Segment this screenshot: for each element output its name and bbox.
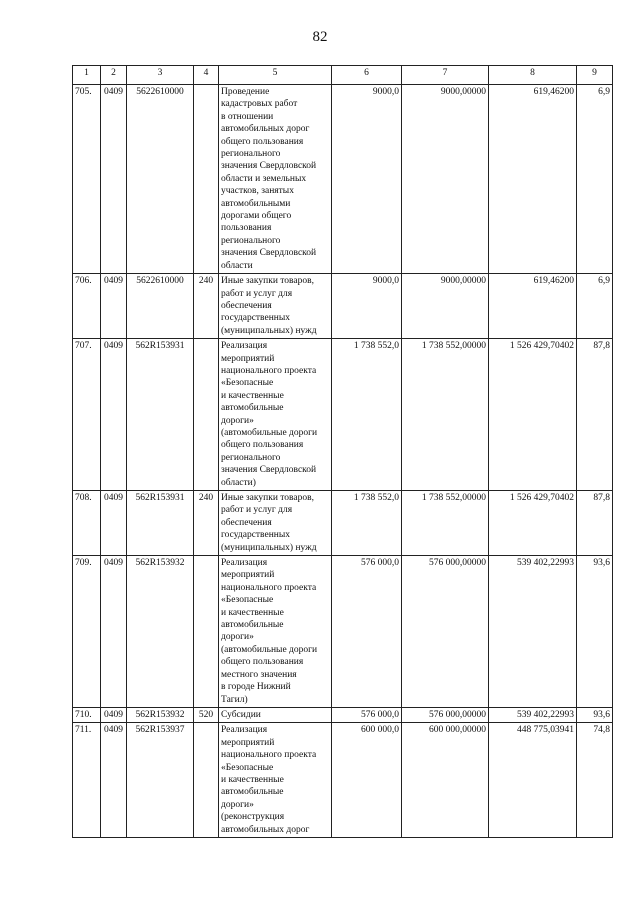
expense-type-cell: 240 [194, 491, 219, 556]
row-number-cell: 711. [73, 723, 101, 838]
execution-percent-cell: 6,9 [577, 85, 613, 274]
approved-amount-cell: 1 738 552,00000 [402, 339, 489, 491]
executed-amount-cell: 539 402,22993 [489, 556, 577, 708]
item-name-cell: Субсидии [219, 707, 332, 722]
item-name-cell: Реализация мероприятий национального проекта «Безопасные и качественные автомобильные дороги» (автомобильные дороги общего пользования регионального значения Свердловской области) [219, 339, 332, 491]
execution-percent-cell: 74,8 [577, 723, 613, 838]
table-row [73, 274, 613, 339]
item-name-cell: Иные закупки товаров, работ и услуг для обеспечения государственных (муниципальных) нужд [219, 274, 332, 339]
column-header-4: 4 [194, 66, 219, 85]
target-code-cell: 562R153931 [127, 491, 194, 556]
row-number-cell: 707. [73, 339, 101, 491]
item-name-cell: Иные закупки товаров, работ и услуг для обеспечения государственных (муниципальных) нужд [219, 491, 332, 556]
expense-type-cell [194, 85, 219, 274]
executed-amount-cell: 619,46200 [489, 85, 577, 274]
column-header-7: 7 [402, 66, 489, 85]
planned-amount-cell: 576 000,0 [332, 707, 402, 722]
planned-amount-cell: 9000,0 [332, 274, 402, 339]
column-header-9: 9 [577, 66, 613, 85]
row-number-cell: 709. [73, 556, 101, 708]
executed-amount-cell: 448 775,03941 [489, 723, 577, 838]
item-name-cell: Реализация мероприятий национального проекта «Безопасные и качественные автомобильные дороги» (реконструкция автомобильных дорог [219, 723, 332, 838]
executed-amount-cell: 539 402,22993 [489, 707, 577, 722]
section-code-cell: 0409 [101, 274, 127, 339]
expense-type-cell: 520 [194, 707, 219, 722]
column-header-8: 8 [489, 66, 577, 85]
approved-amount-cell: 1 738 552,00000 [402, 491, 489, 556]
table-body [73, 85, 613, 838]
execution-percent-cell: 87,8 [577, 491, 613, 556]
planned-amount-cell: 1 738 552,0 [332, 339, 402, 491]
planned-amount-cell: 1 738 552,0 [332, 491, 402, 556]
target-code-cell: 5622610000 [127, 274, 194, 339]
planned-amount-cell: 9000,0 [332, 85, 402, 274]
expense-type-cell [194, 339, 219, 491]
planned-amount-cell: 576 000,0 [332, 556, 402, 708]
column-header-2: 2 [101, 66, 127, 85]
section-code-cell: 0409 [101, 85, 127, 274]
target-code-cell: 5622610000 [127, 85, 194, 274]
target-code-cell: 562R153931 [127, 339, 194, 491]
approved-amount-cell: 576 000,00000 [402, 556, 489, 708]
target-code-cell: 562R153932 [127, 707, 194, 722]
execution-percent-cell: 93,6 [577, 707, 613, 722]
section-code-cell: 0409 [101, 339, 127, 491]
executed-amount-cell: 619,46200 [489, 274, 577, 339]
table-row [73, 723, 613, 838]
target-code-cell: 562R153937 [127, 723, 194, 838]
table-row [73, 339, 613, 491]
table-row [73, 707, 613, 722]
table-row [73, 491, 613, 556]
row-number-cell: 710. [73, 707, 101, 722]
expense-type-cell [194, 723, 219, 838]
section-code-cell: 0409 [101, 491, 127, 556]
planned-amount-cell: 600 000,0 [332, 723, 402, 838]
row-number-cell: 708. [73, 491, 101, 556]
section-code-cell: 0409 [101, 556, 127, 708]
section-code-cell: 0409 [101, 707, 127, 722]
table-header-row [73, 66, 613, 85]
execution-percent-cell: 93,6 [577, 556, 613, 708]
executed-amount-cell: 1 526 429,70402 [489, 491, 577, 556]
approved-amount-cell: 576 000,00000 [402, 707, 489, 722]
approved-amount-cell: 9000,00000 [402, 85, 489, 274]
expense-type-cell [194, 556, 219, 708]
approved-amount-cell: 600 000,00000 [402, 723, 489, 838]
expense-type-cell: 240 [194, 274, 219, 339]
executed-amount-cell: 1 526 429,70402 [489, 339, 577, 491]
column-header-1: 1 [73, 66, 101, 85]
budget-table [72, 65, 613, 838]
table-row [73, 556, 613, 708]
execution-percent-cell: 87,8 [577, 339, 613, 491]
column-header-6: 6 [332, 66, 402, 85]
target-code-cell: 562R153932 [127, 556, 194, 708]
page-number: 82 [312, 29, 328, 45]
section-code-cell: 0409 [101, 723, 127, 838]
row-number-cell: 706. [73, 274, 101, 339]
row-number-cell: 705. [73, 85, 101, 274]
approved-amount-cell: 9000,00000 [402, 274, 489, 339]
column-header-3: 3 [127, 66, 194, 85]
table-row [73, 85, 613, 274]
item-name-cell: Проведение кадастровых работ в отношении автомобильных дорог общего пользования регионального значения Свердловской области и земельных участков, занятых автомобильными дорогами общего пользования регионального значения Свердловской области [219, 85, 332, 274]
column-header-5: 5 [219, 66, 332, 85]
item-name-cell: Реализация мероприятий национального проекта «Безопасные и качественные автомобильные дороги» (автомобильные дороги общего пользования местного значения в городе Нижний Тагил) [219, 556, 332, 708]
execution-percent-cell: 6,9 [577, 274, 613, 339]
